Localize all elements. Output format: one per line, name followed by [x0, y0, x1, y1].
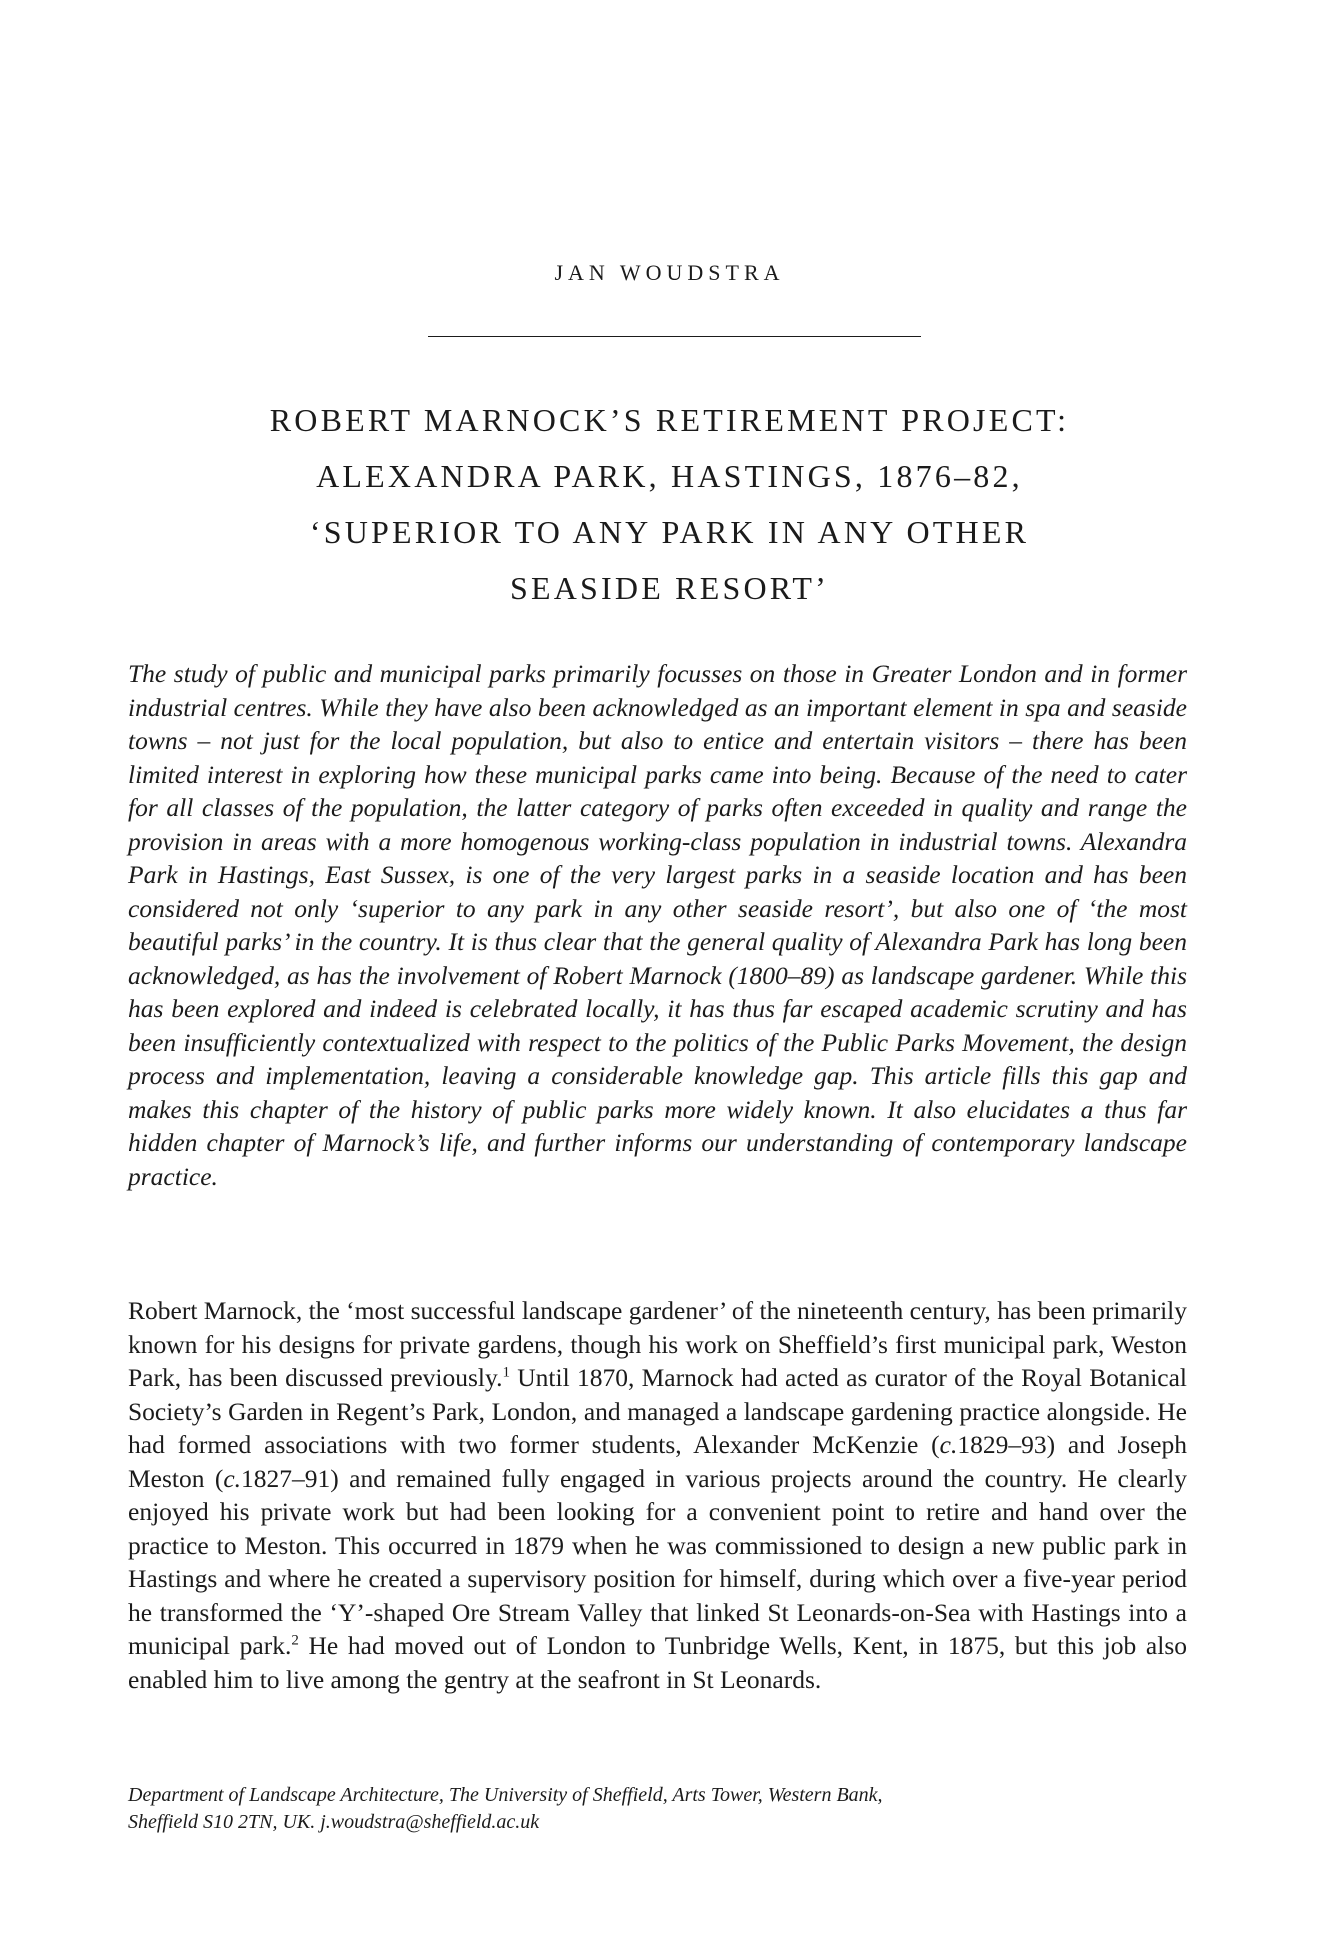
body-text-segment: He had moved out of London to Tunbridge Wells, Kent, in 1875, but this job also enabled him to live among the gentry at the seafront in St Leonards. [128, 1631, 1187, 1694]
affiliation-line: Department of Landscape Architecture, The University of Sheffield, Arts Tower, Western Bank, [128, 1784, 883, 1806]
body-text-segment: 1829–93) and Joseph Meston ( [128, 1430, 1187, 1493]
body-text-segment: Robert Marnock, the ‘most successful landscape gardener’ of the nineteenth century, has been primarily known for his designs for private gardens, though his work on Sheffield’s first municipal park, Weston Park, has been discussed previously. [128, 1296, 1187, 1392]
title-line: SEASIDE RESORT’ [510, 570, 829, 606]
article-title [128, 392, 1211, 616]
title-line: ALEXANDRA PARK, HASTINGS, 1876–82, [316, 458, 1023, 494]
body-text-segment: Until 1870, Marnock had acted as curator of the Royal Botanical Society’s Garden in Regent’s Park, London, and managed a landscape gardening practice alongside. He had formed associations with two former students, Alexander McKenzie ( [128, 1363, 1187, 1459]
abstract: The study of public and municipal parks primarily focusses on those in Greater London and in former industrial centres. While they have also been acknowledged as an important element in spa and seaside towns – not just for the local population, but also to entice and entertain visitors – there has been limited interest in exploring how these municipal parks came into being. Because of the need to cater for all classes of the population, the latter category of parks often exceeded in quality and range the provision in areas with a more homogenous working-class population in industrial towns. Alexandra Park in Hastings, East Sussex, is one of the very largest parks in a seaside location and has been considered not only ‘superior to any park in any other seaside resort’, but also one of ‘the most beautiful parks’ in the country. It is thus clear that the general quality of Alexandra Park has long been acknowledged, as has the involvement of Robert Marnock (1800–89) as landscape gardener. While this has been explored and indeed is celebrated locally, it has thus far escaped academic scrutiny and has been insufficiently contextualized with respect to the politics of the Public Parks Movement, the design process and implementation, leaving a considerable knowledge gap. This article fills this gap and makes this chapter of the history of public parks more widely known. It also elucidates a thus far hidden chapter of Marnock’s life, and further informs our understanding of contemporary landscape practice. [128, 659, 1187, 1191]
author-name: JAN WOUDSTRA [554, 260, 785, 285]
circa-abbrev: c. [223, 1463, 242, 1493]
author-affiliation [128, 1782, 1187, 1836]
affiliation-line: Sheffield S10 2TN, UK. j.woudstra@sheffield.ac.uk [128, 1811, 540, 1833]
footnote-ref[interactable]: 1 [502, 1364, 510, 1381]
footnote-ref[interactable]: 2 [291, 1632, 299, 1649]
title-divider [428, 336, 921, 337]
circa-abbrev: c. [939, 1430, 958, 1459]
title-line: ‘SUPERIOR TO ANY PARK IN ANY OTHER [309, 514, 1030, 550]
body-paragraph [128, 1294, 1187, 1696]
title-line: ROBERT MARNOCK’S RETIREMENT PROJECT: [269, 402, 1070, 438]
body-text-segment: 1827–91) and remained fully engaged in various projects around the country. He clearly enjoyed his private work but had been looking for a convenient point to retire and hand over the practice to Meston. This occurred in 1879 when he was commissioned to design a new public park in Hastings and where he created a supervisory position for himself, during which over a five-year period he transformed the ‘Y’-shaped Ore Stream Valley that linked St Leonards-on-Sea with Hastings into a municipal park. [128, 1463, 1187, 1660]
